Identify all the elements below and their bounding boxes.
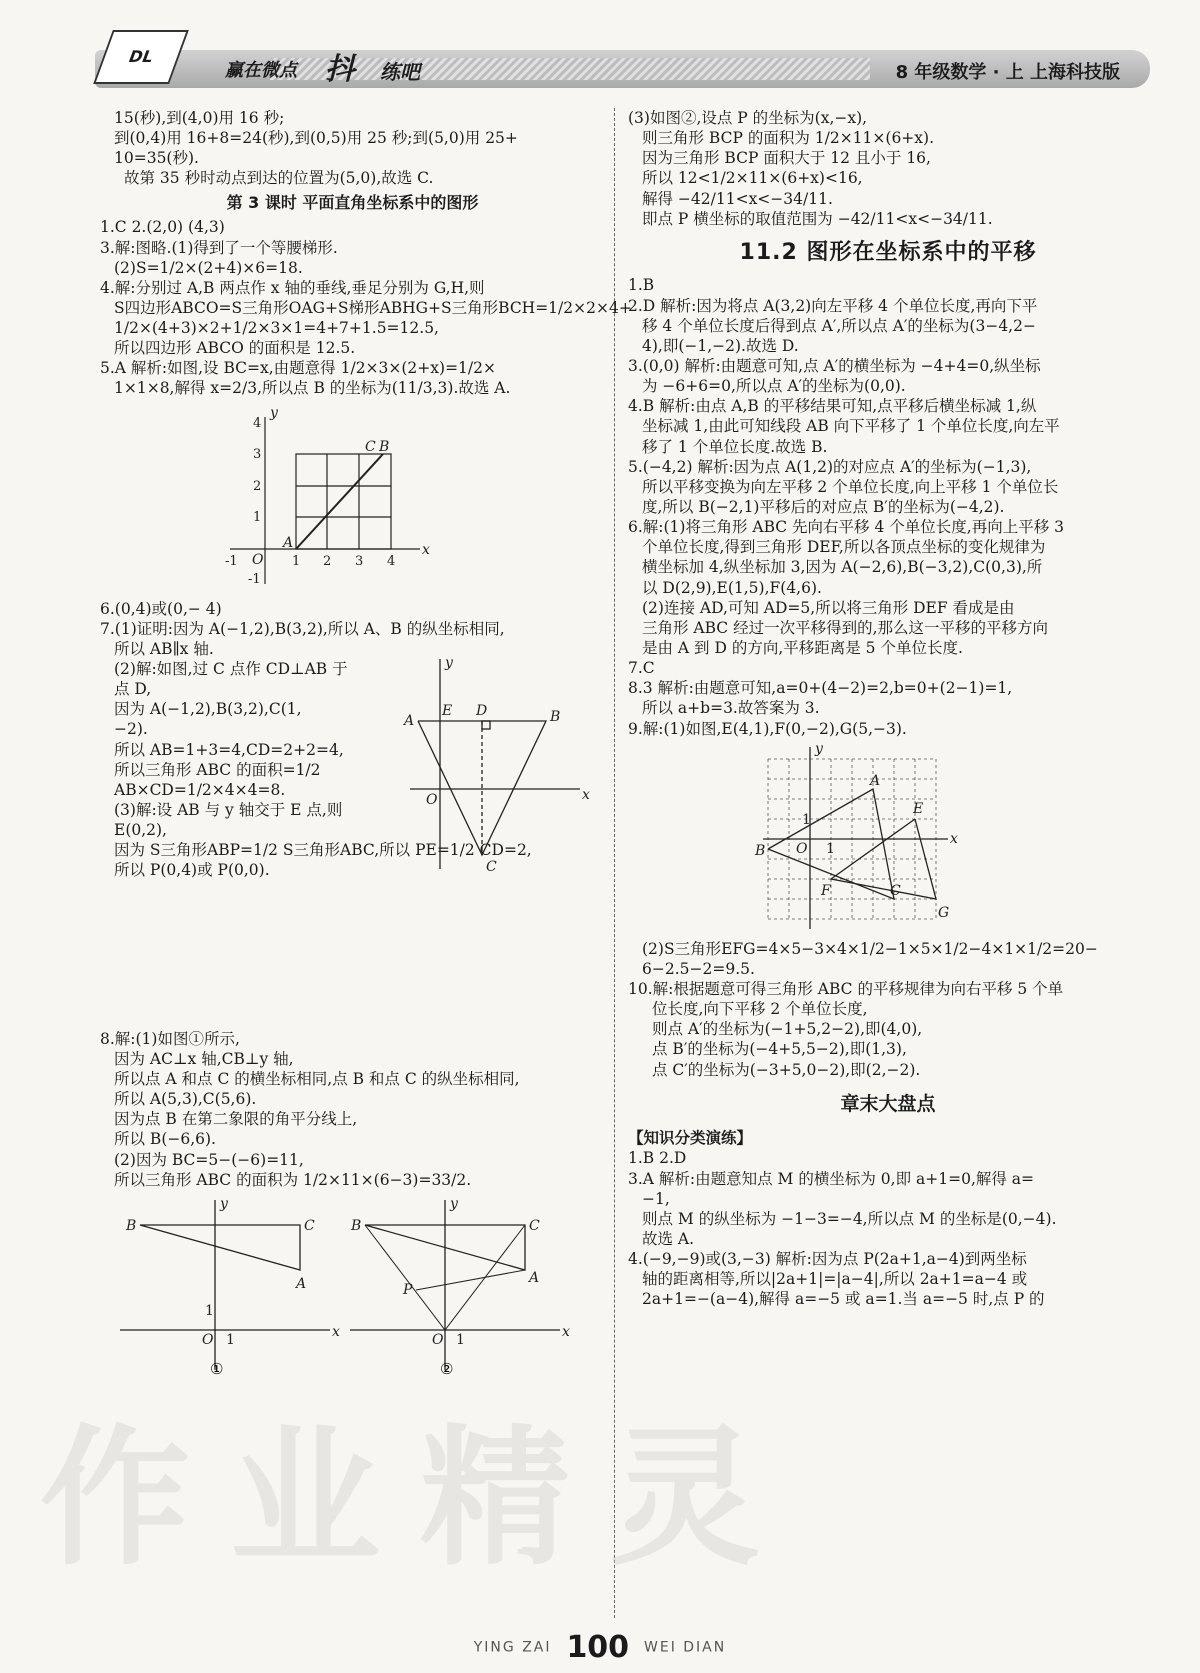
grade-label: 8 年级数学 · 上 上海科技版 — [895, 62, 1120, 83]
answer-line: 所以平移变换为向左平移 2 个单位长度,向上平移 1 个单位长 — [642, 477, 1059, 496]
point-label: B — [550, 708, 561, 725]
answer-line: 因为三角形 BCP 面积大于 12 且小于 16, — [642, 149, 931, 168]
answer-line: (2)因为 BC=5−(−6)=11, — [114, 1150, 304, 1169]
right-column — [628, 108, 1148, 1310]
tick-label: 2 — [323, 553, 332, 569]
answer-line: 因为 AC⊥x 轴,CB⊥y 轴, — [114, 1049, 294, 1068]
answer-line: 三角形 ABC 经过一次平移得到的,那么这一平移的平移方向 — [642, 618, 1049, 637]
page-number: 100 — [566, 1630, 630, 1665]
column-divider — [614, 108, 615, 1618]
point-label: B — [351, 1217, 362, 1234]
figure-q5 — [100, 399, 605, 599]
answer-line: 横坐标加 4,纵坐标加 3,因为 A(−2,6),B(−3,2),C(0,3),所 — [642, 558, 1043, 577]
left-column — [100, 108, 632, 1380]
answer-line: (2)S三角形EFG=4×5−3×4×1/2−1×5×1/2−4×1×1/2=20− — [642, 939, 1098, 958]
answer-line: 1.B — [628, 276, 655, 295]
answer-line: 6−2.5−2=9.5. — [642, 959, 755, 978]
axis-label: x — [422, 541, 430, 558]
origin-label: O — [426, 791, 438, 808]
axis-label: x — [950, 830, 958, 847]
answer-line: −2). — [114, 720, 148, 739]
origin-label: O — [796, 840, 808, 857]
answer-line: (3)解:设 AB 与 y 轴交于 E 点,则 — [114, 801, 343, 820]
answer-line: 1×1×8,解得 x=2/3,所以点 B 的坐标为(11/3,3).故选 A. — [114, 379, 511, 398]
answer-line: 1.B 2.D — [628, 1149, 687, 1168]
answer-line: 4),即(−1,−2).故选 D. — [642, 336, 799, 355]
answer-line: 8.解:(1)如图①所示, — [100, 1029, 240, 1048]
answer-line: −1, — [642, 1189, 670, 1208]
answer-line: 移 4 个单位长度后得到点 A′,所以点 A′的坐标为(3−4,2− — [642, 316, 1036, 335]
answer-line: 所以 P(0,4)或 P(0,0). — [114, 861, 270, 880]
point-label: A — [296, 1275, 307, 1292]
tick-label: 3 — [355, 553, 364, 569]
point-label: P — [403, 1281, 413, 1298]
answer-line: E(0,2), — [114, 821, 167, 840]
answer-line: 所以四边形 ABCO 的面积是 12.5. — [114, 339, 356, 358]
answer-line: 解得 −42/11<x<−34/11. — [642, 189, 833, 208]
point-label: C — [486, 858, 497, 875]
point-label: A — [870, 772, 881, 789]
answer-line: 因为 S三角形ABP=1/2 S三角形ABC,所以 PE=1/2 CD=2, — [114, 841, 532, 860]
answer-line: 所以三角形 ABC 的面积为 1/2×11×(6−3)=33/2. — [114, 1170, 472, 1189]
origin-label: O — [252, 551, 264, 568]
figure-label: ② — [440, 1359, 454, 1378]
point-label: F — [821, 882, 831, 899]
origin-label: O — [432, 1331, 444, 1348]
origin-label: O — [202, 1331, 214, 1348]
tick-label: 1 — [826, 840, 835, 857]
answer-line: 2a+1=−(a−4),解得 a=−5 或 a=1.当 a=−5 时,点 P 的 — [642, 1290, 1045, 1309]
text-line: 15(秒),到(4,0)用 16 秒; — [114, 109, 285, 127]
answer-line: 1.C 2.(2,0) (4,3) — [100, 218, 225, 237]
answer-line: 因为 A(−1,2),B(3,2),C(1, — [114, 700, 302, 719]
triangle-abc-1 — [140, 1225, 300, 1270]
point-label: A — [283, 534, 294, 551]
axis-label: x — [562, 1323, 570, 1340]
answer-line: 所以 A(5,3),C(5,6). — [114, 1090, 257, 1109]
answer-line: 9.解:(1)如图,E(4,1),F(0,−2),G(5,−3). — [628, 719, 907, 738]
tick-label: 3 — [253, 446, 262, 462]
point-label: C — [365, 438, 376, 455]
header-brand-sub: 练吧 — [380, 60, 420, 84]
answer-line: 所以 AB∥x 轴. — [114, 639, 214, 658]
answer-line: 轴的距离相等,所以|2a+1|=|a−4|,所以 2a+1=a−4 或 — [642, 1270, 1028, 1289]
answer-line: 位长度,向下平移 2 个单位长度, — [652, 1000, 868, 1019]
answer-line: (2)解:如图,过 C 点作 CD⊥AB 于 — [114, 660, 348, 679]
point-label: C — [304, 1217, 315, 1234]
axis-label: y — [270, 404, 278, 421]
answer-line: 3.A 解析:由题意知点 M 的横坐标为 0,即 a+1=0,解得 a= — [628, 1169, 1035, 1188]
answer-line: 所以 12<1/2×11×(6+x)<16, — [642, 169, 863, 188]
answer-line: 5.(−4,2) 解析:因为点 A(1,2)的对应点 A′的坐标为(−1,3), — [628, 457, 1032, 476]
point-label: C — [529, 1217, 540, 1234]
answer-line: 2.D 解析:因为将点 A(3,2)向左平移 4 个单位长度,再向下平 — [628, 296, 1038, 315]
tick-label: -1 — [248, 571, 261, 587]
footer-left: YING ZAI — [473, 1639, 552, 1656]
subsection-title: 【知识分类演练】 — [628, 1129, 753, 1148]
tick-label: 1 — [226, 1331, 235, 1348]
right-angle — [482, 721, 490, 729]
answer-line: 3.(0,0) 解析:由题意可知,点 A′的横坐标为 −4+4=0,纵坐标 — [628, 357, 1041, 375]
header-slogan: 赢在微点 — [225, 60, 297, 81]
answer-line: 点 C′的坐标为(−3+5,0−2),即(2,−2). — [652, 1060, 921, 1079]
text-line: 到(0,4)用 16+8=24(秒),到(0,5)用 25 秒;到(5,0)用 25+ — [114, 129, 518, 148]
figure-label: ① — [210, 1359, 224, 1378]
answer-line: 度,所以 B(−2,1)平移后的对应点 B′的坐标为(−4,2). — [642, 497, 1005, 516]
tick-label: 1 — [456, 1331, 465, 1348]
figure-q7 — [390, 649, 600, 879]
answer-line: (2)连接 AD,可知 AD=5,所以将三角形 DEF 看成是由 — [642, 598, 1015, 617]
point-label: A — [404, 712, 415, 729]
point-label: E — [442, 702, 453, 719]
figures-q8 — [100, 1190, 605, 1380]
answer-line: 则点 M 的纵坐标为 −1−3=−4,所以点 M 的坐标是(0,−4). — [642, 1209, 1057, 1228]
answer-line: 是由 A 到 D 的方向,平移距离是 5 个单位长度. — [642, 638, 963, 657]
tick-label: -1 — [225, 553, 238, 569]
answer-line: 则三角形 BCP 的面积为 1/2×11×(6+x). — [642, 129, 935, 148]
footer-right: WEI DIAN — [644, 1639, 727, 1656]
answer-line: 1/2×(4+3)×2+1/2×3×1=4+7+1.5=12.5, — [114, 319, 439, 338]
answer-line: 坐标减 1,由此可知线段 AB 向下平移了 1 个单位长度,向左平 — [642, 417, 1060, 436]
answer-line: (2)S=1/2×(2+4)×6=18. — [114, 258, 303, 277]
answer-line: 7.C — [628, 659, 655, 678]
axis-label: y — [815, 740, 823, 757]
answer-line: S四边形ABCO=S三角形OAG+S梯形ABHG+S三角形BCH=1/2×2×4+ — [114, 298, 632, 317]
answer-line: 所以 AB=1+3=4,CD=2+2=4, — [114, 740, 344, 759]
answer-line: 所以三角形 ABC 的面积=1/2 — [114, 760, 321, 779]
answer-line: 所以 B(−6,6). — [114, 1130, 216, 1149]
tick-label: 1 — [205, 1302, 214, 1319]
point-label: B — [755, 842, 766, 859]
answer-line: 3.解:图略.(1)得到了一个等腰梯形. — [100, 238, 338, 257]
tick-label: 4 — [253, 415, 262, 431]
answer-line: 点 B′的坐标为(−4+5,5−2),即(1,3), — [652, 1040, 907, 1059]
answer-line: 所以 a+b=3.故答案为 3. — [642, 699, 820, 718]
answer-line: 个单位长度,得到三角形 DEF,所以各顶点坐标的变化规律为 — [642, 538, 1046, 557]
answer-line: 4.(−9,−9)或(3,−3) 解析:因为点 P(2a+1,a−4)到两坐标 — [628, 1250, 1027, 1269]
axis-label: y — [445, 654, 453, 671]
answer-line: AB×CD=1/2×4×4=8. — [114, 780, 286, 799]
page-header — [95, 47, 1150, 88]
answer-line: 8.3 解析:由题意可知,a=0+(4−2)=2,b=0+(2−1)=1, — [628, 679, 1013, 698]
page-footer — [0, 1630, 1200, 1665]
answer-line: 为 −6+6=0,所以点 A′的坐标为(0,0). — [642, 377, 906, 396]
answer-line: 移了 1 个单位长度.故选 B. — [642, 437, 828, 456]
point-label: B — [379, 438, 390, 455]
text-line: 10=35(秒). — [114, 149, 199, 168]
header-brand: 抖 — [325, 52, 355, 87]
answer-line: 6.(0,4)或(0,− 4) — [100, 599, 222, 618]
answer-line: 10.解:根据题意可得三角形 ABC 的平移规律为向右平移 5 个单 — [628, 979, 1064, 998]
section-title: 11.2 图形在坐标系中的平移 — [739, 239, 1037, 265]
answer-line: 4.B 解析:由点 A,B 的平移结果可知,点平移后横坐标减 1,纵 — [628, 397, 1037, 416]
tick-label: 2 — [253, 478, 262, 494]
answer-line: 则点 A′的坐标为(−1+5,2−2),即(4,0), — [652, 1020, 923, 1039]
chapter-title: 章末大盘点 — [840, 1092, 936, 1115]
tick-label: 1 — [292, 553, 301, 569]
tick-label: 1 — [253, 509, 262, 525]
point-label: C — [890, 882, 901, 899]
segment-ab — [296, 454, 383, 549]
lesson-title: 第 3 课时 平面直角坐标系中的图形 — [226, 192, 479, 212]
answer-line: 以 D(2,9),E(1,5),F(4,6). — [642, 578, 822, 597]
answer-line: 点 D, — [114, 680, 152, 699]
answer-line: 5.A 解析:如图,设 BC=x,由题意得 1/2×3×(2+x)=1/2× — [100, 359, 496, 378]
axis-label: y — [220, 1195, 228, 1212]
text-line: 故第 35 秒时动点到达的位置为(5,0),故选 C. — [124, 169, 434, 188]
answer-line: 即点 P 横坐标的取值范围为 −42/11<x<−34/11. — [642, 209, 993, 228]
header-stripe — [270, 58, 870, 80]
answer-line: (3)如图②,设点 P 的坐标为(x,−x), — [628, 109, 868, 127]
point-label: E — [913, 800, 924, 817]
point-label: G — [938, 904, 950, 921]
axis-label: y — [450, 1195, 458, 1212]
tick-label: 1 — [802, 811, 811, 828]
point-label: D — [476, 702, 488, 719]
answer-line: 所以点 A 和点 C 的横坐标相同,点 B 和点 C 的纵坐标相同, — [114, 1070, 520, 1089]
logo: DL — [93, 30, 189, 84]
axis-label: x — [582, 786, 590, 803]
answer-line: 故选 A. — [642, 1230, 695, 1249]
answer-line: 7.(1)证明:因为 A(−1,2),B(3,2),所以 A、B 的纵坐标相同, — [100, 619, 505, 638]
answer-line: 因为点 B 在第二象限的角平分线上, — [114, 1110, 358, 1129]
point-label: B — [126, 1217, 137, 1234]
figure-q9 — [628, 739, 1148, 939]
answer-line: 6.解:(1)将三角形 ABC 先向右平移 4 个单位长度,再向上平移 3 — [628, 518, 1064, 537]
tick-label: 4 — [387, 553, 396, 569]
q7-block — [100, 619, 605, 1029]
point-label: A — [529, 1269, 540, 1286]
answer-line: 4.解:分别过 A,B 两点作 x 轴的垂线,垂足分别为 G,H,则 — [100, 278, 485, 297]
axis-label: x — [332, 1323, 340, 1340]
watermark: 作业精灵 — [40, 1412, 801, 1586]
